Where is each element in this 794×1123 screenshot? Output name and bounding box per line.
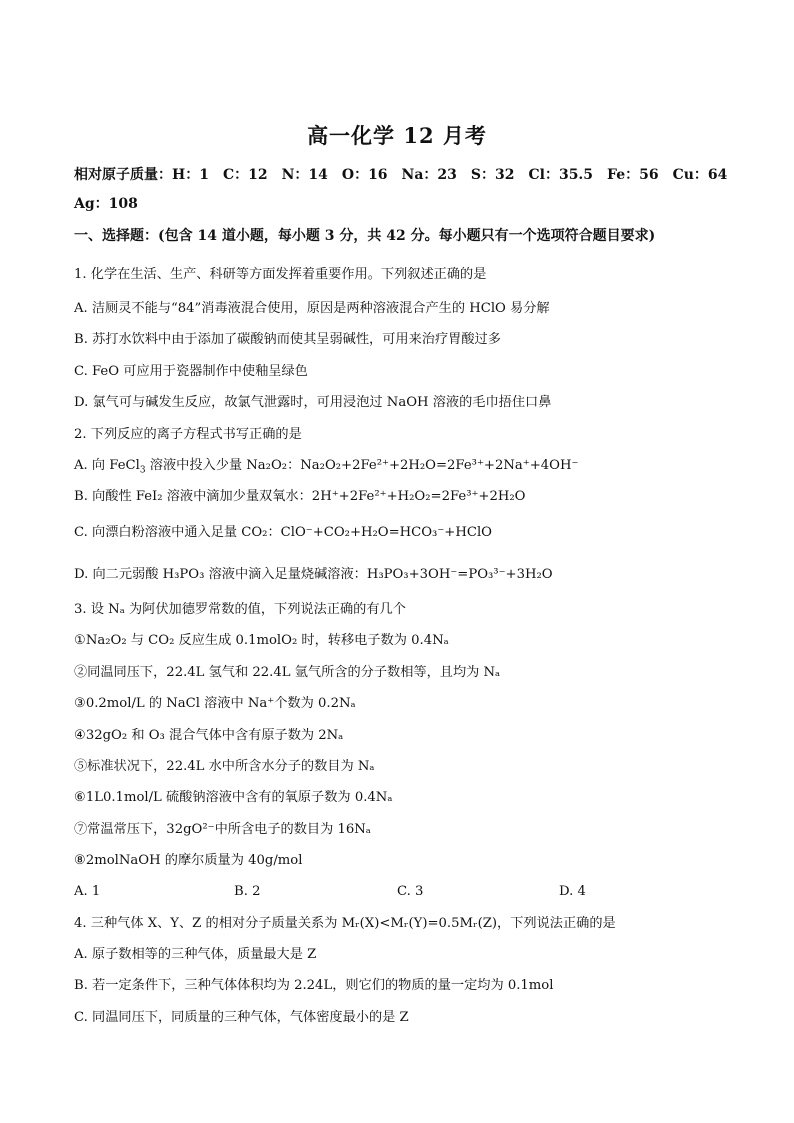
q3-statement-1: ①Na₂O₂ 与 CO₂ 反应生成 0.1molO₂ 时，转移电子数为 0.4Nₐ: [74, 633, 449, 648]
q3-statement-6: ⑥1L0.1mol/L 硫酸钠溶液中含有的氧原子数为 0.4Nₐ: [74, 790, 393, 805]
q3-stem: 3. 设 Nₐ 为阿伏加德罗常数的值，下列说法正确的有几个: [74, 602, 406, 617]
q4-option-a: A. 原子数相等的三种气体，质量最大是 Z: [74, 947, 317, 962]
q3-statement-8: ⑧2molNaOH 的摩尔质量为 40g/mol: [74, 853, 303, 868]
q4-option-b: B. 若一定条件下，三种气体体积均为 2.24L，则它们的物质的量一定均为 0.1mol: [74, 978, 554, 993]
q3-option-b: B. 2: [234, 884, 261, 899]
q1-stem: 1. 化学在生活、生产、科研等方面发挥着重要作用。下列叙述正确的是: [74, 267, 487, 282]
q3-statement-3: ③0.2mol/L 的 NaCl 溶液中 Na⁺个数为 0.2Nₐ: [74, 696, 356, 711]
q4-stem: 4. 三种气体 X、Y、Z 的相对分子质量关系为 Mᵣ(X)<Mᵣ(Y)=0.5Mᵣ(Z)，下列说法正确的是: [74, 916, 616, 931]
q1-option-b: B. 苏打水饮料中由于添加了碳酸钠而使其呈弱碱性，可用来治疗胃酸过多: [74, 332, 501, 347]
atomic-masses-line2: Ag：108: [74, 196, 138, 212]
q3-statement-2: ②同温同压下，22.4L 氢气和 22.4L 氩气所含的分子数相等，且均为 Nₐ: [74, 665, 501, 680]
q1-option-d: D. 氯气可与碱发生反应，故氯气泄露时，可用浸泡过 NaOH 溶液的毛巾捂住口鼻: [74, 395, 552, 410]
q3-option-d: D. 4: [559, 884, 586, 899]
q3-statement-4: ④32gO₂ 和 O₃ 混合气体中含有原子数为 2Nₐ: [74, 728, 344, 743]
q2-option-b: B. 向酸性 FeI₂ 溶液中滴加少量双氧水：2H⁺+2Fe²⁺+H₂O₂=2Fe³⁺+2H₂O: [74, 489, 526, 504]
q2-option-c: C. 向漂白粉溶液中通入足量 CO₂：ClO⁻+CO₂+H₂O=HCO₃⁻+HClO: [74, 525, 492, 540]
q3-option-a: A. 1: [74, 884, 101, 899]
q1-option-c: C. FeO 可应用于瓷器制作中使釉呈绿色: [74, 364, 308, 379]
q3-statement-5: ⑤标准状况下，22.4L 水中所含水分子的数目为 Nₐ: [74, 759, 375, 774]
page-title: 高一化学 12 月考: [307, 123, 487, 148]
q3-statement-7: ⑦常温常压下，32gO²⁻中所含电子的数目为 16Nₐ: [74, 822, 371, 837]
section-heading: 一、选择题：(包含 14 道小题，每小题 3 分，共 42 分。每小题只有一个选项符合题目要求): [74, 228, 656, 244]
q3-option-c: C. 3: [397, 884, 424, 899]
atomic-masses-line1: 相对原子质量：H：1 C：12 N：14 O：16 Na：23 S：32 Cl：35.5 Fe：56 Cu：64: [74, 167, 728, 183]
q1-option-a: A. 洁厕灵不能与“84”消毒液混合使用，原因是两种溶液混合产生的 HClO 易分解: [74, 301, 550, 316]
q2-option-a: A. 向 FeCl$_3$ 溶液中投入少量 Na₂O₂：Na₂O₂+2Fe²⁺+2H₂O=2Fe³⁺+2Na⁺+4OH⁻: [74, 458, 579, 476]
q2-stem: 2. 下列反应的离子方程式书写正确的是: [74, 427, 302, 442]
q2-option-d: D. 向二元弱酸 H₃PO₃ 溶液中滴入足量烧碱溶液：H₃PO₃+3OH⁻=PO₃³⁻+3H₂O: [74, 567, 553, 582]
q4-option-c: C. 同温同压下，同质量的三种气体，气体密度最小的是 Z: [74, 1010, 409, 1025]
